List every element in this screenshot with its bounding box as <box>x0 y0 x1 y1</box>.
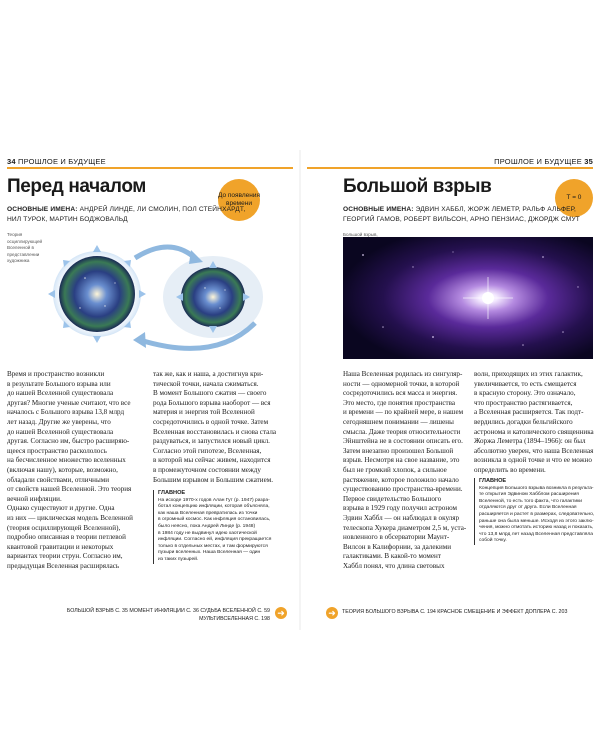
text-line: был не громкий хлопок, а сильное <box>343 465 447 474</box>
text-line: на бесчисленное множество вселенных <box>7 456 126 465</box>
text-line: Жоржа Леметра (1894–1966): он был <box>474 437 586 446</box>
text-line: в промежуточном состоянии между <box>153 465 261 474</box>
right-key-point-sidebar <box>474 478 597 545</box>
text-line: существованию пространства-времени. <box>343 485 463 494</box>
right-page-title: Большой взрыв <box>343 176 492 197</box>
text-line: в результате Большого взрыва или <box>7 379 111 388</box>
cycle-arrowhead-top <box>189 250 203 264</box>
right-names-line1: ЭДВИН ХАББЛ, ЖОРЖ ЛЕМЕТР, РАЛЬФ АЛЬФЕР, <box>415 206 576 213</box>
sidebar-line: Вселенной, то есть того факта, что галактики <box>479 498 583 504</box>
left-key-names <box>7 205 257 225</box>
left-xref-line2[interactable]: МУЛЬТИВСЕЛЕННАЯ С. 198 <box>199 616 270 622</box>
text-line: астронома и католического священника <box>474 427 594 436</box>
left-running-head-text: ПРОШЛОЕ И БУДУЩЕЕ <box>18 157 106 166</box>
right-names-line2: ГЕОРГИЙ ГАМОВ, РОБЕРТ ВИЛЬСОН, АРНО ПЕНЗИАС, ДЖОРДЖ СМУТ <box>343 216 580 223</box>
sidebar-line: в огромный космос. Как инфляция остановилась, <box>158 517 271 523</box>
left-page-number: 34 <box>7 157 16 166</box>
text-line: вердились догадки бельгийского <box>474 417 573 426</box>
left-running-head <box>7 157 106 166</box>
text-line: лет назад. Другие же уверены, что <box>7 417 111 426</box>
right-header-rule <box>307 167 593 169</box>
arrow-right-icon[interactable]: ➜ <box>326 607 338 619</box>
text-line: Затем внезапно произошел Большой <box>343 446 454 455</box>
text-line: Однако существуют и другие. Одна <box>7 504 115 513</box>
text-line: так же, как и наша, а достигнув кри- <box>153 370 264 378</box>
text-line: телескопа Хукера диаметром 2,5 м, уста- <box>343 523 467 532</box>
text-line: до нашей Вселенной существовала <box>7 389 114 398</box>
text-line: Это место, где понятия пространства <box>343 398 456 407</box>
right-xref-line1[interactable]: ТЕОРИЯ БОЛЬШОГО ВЗРЫВА С. 194 КРАСНОЕ СМЕЩЕНИЕ И ЭФФЕКТ ДОПЛЕРА С. 203 <box>342 609 568 615</box>
left-sidebar-title: ГЛАВНОЕ <box>158 490 186 496</box>
text-line: тической точки, начала сжиматься. <box>153 379 259 388</box>
text-line: определить во времени. <box>474 465 546 474</box>
sidebar-line: инфляции. Согласно ей, инфляция прекращается <box>158 537 272 543</box>
right-key-names <box>343 205 598 225</box>
text-line: раздуваться, и запустился новый цикл. <box>153 437 270 446</box>
right-sidebar-title: ГЛАВНОЕ <box>479 478 507 484</box>
sidebar-line: собой точку. <box>479 538 507 544</box>
text-line: Вилсон в Калифорнии, за далекими <box>343 542 452 551</box>
sidebar-line: расширяется и растет в размерах, следовательно, <box>479 511 595 517</box>
expanding-universe-sphere <box>59 256 135 332</box>
sidebar-line: что 13,8 млрд лет назад Вселенная представляла <box>479 531 593 537</box>
right-caption: Большой взрыв, <box>343 232 378 237</box>
right-page-number: 35 <box>584 157 593 166</box>
sidebar-line: из таких пузырей. <box>158 556 199 562</box>
right-cross-references[interactable] <box>342 608 597 616</box>
right-body-column-1 <box>343 370 469 571</box>
text-line: Большим взрывом и Большим сжатием. <box>153 475 273 484</box>
text-line: от свойств нашей Вселенной. Это теория <box>7 485 132 494</box>
text-line: возникла в одной точке и что ее можно <box>474 456 592 465</box>
text-line: обладали свойствами, отличными <box>7 475 110 484</box>
sidebar-line: те открытия Эдвином Хабблом расширения <box>479 492 579 498</box>
text-line: Вселенная восстановилась и снова стала <box>153 427 277 436</box>
text-line: квантовой гравитации и некоторых <box>7 542 114 551</box>
text-line: подробно описанная в теории петлевой <box>7 533 126 542</box>
right-names-label: ОСНОВНЫЕ ИМЕНА: <box>343 206 414 213</box>
left-header-rule <box>7 167 293 169</box>
text-line: а Вселенная расширяется. Так подт- <box>474 408 584 417</box>
text-line: увеличивается, то есть смещается <box>474 379 577 388</box>
text-line: другая? Многие ученые считают, что все <box>7 398 131 407</box>
left-names-line2: НИЛ ТУРОК, МАРТИН БОДЖОВАЛЬД <box>7 216 128 223</box>
text-line: другая. Согласно им, быстро расширяю- <box>7 437 130 446</box>
text-line: галактиками. В какой-то момент <box>343 552 441 561</box>
sidebar-line: ботал концепцию инфляции, которая объясняла, <box>158 504 270 510</box>
text-line: что пространство растягивается, <box>474 398 573 407</box>
text-line: вариантах теории струн. Согласно им, <box>7 552 123 561</box>
right-body-column-2 <box>474 370 596 476</box>
right-running-head <box>494 157 593 166</box>
text-line: В момент Большого сжатия — своего <box>153 389 267 398</box>
text-line: и времени — по крайней мере, в нашем <box>343 408 464 417</box>
text-line: из них — циклическая модель Вселенной <box>7 513 133 522</box>
text-line: материя и энергия той Вселенной <box>153 408 255 417</box>
sidebar-line: в 1984 году не выдвинул идею хаотической <box>158 530 257 536</box>
cycle-arrow-top <box>135 247 195 258</box>
left-time-badge-text: До появления времени <box>218 192 261 207</box>
text-line: Эдвин Хаббл — он наблюдал в окуляр <box>343 513 460 522</box>
text-line: сосредоточились вся масса и энергия. <box>343 389 458 398</box>
sidebar-line: было неясно, пока Андрей Линде (р. 1948) <box>158 523 256 529</box>
left-names-label: ОСНОВНЫЕ ИМЕНА: <box>7 206 78 213</box>
text-line: в которой мы сейчас живем, находится <box>153 456 271 465</box>
sidebar-line: пузыри вселенных. Наша Вселенная — один <box>158 550 261 556</box>
text-line: взрыва в 1929 году получил астроном <box>343 504 458 513</box>
left-names-line1: АНДРЕЙ ЛИНДЕ, ЛИ СМОЛИН, ПОЛ СТЕЙНХАРДТ, <box>79 206 246 213</box>
text-line: (теория осциллирующей Вселенной), <box>7 523 121 532</box>
text-line: предыдущая Вселенная расширялась <box>7 561 120 570</box>
singularity-glow <box>482 292 494 304</box>
text-line: (включая нашу), которые, возможно, <box>7 465 118 474</box>
text-line: сосредоточились в одной точке. Затем <box>153 417 269 426</box>
text-line: смысла. Даже теория относительности <box>343 427 461 436</box>
sidebar-line: раньше она была меньше. Исходя из этого заклю- <box>479 518 594 524</box>
text-line: щееся пространство раскололось <box>7 446 107 455</box>
sidebar-line: Концепция Большого взрыва возникла в результа- <box>479 485 594 491</box>
text-line: Эйнштейна не в состоянии описать его. <box>343 437 463 446</box>
left-page-title: Перед началом <box>7 176 146 197</box>
text-line: вечной инфляции. <box>7 494 62 503</box>
cycle-arrowhead-bottom <box>133 332 146 348</box>
left-body-column-2 <box>153 370 295 485</box>
right-time-badge-text: T = 0 <box>566 194 582 201</box>
sidebar-line: как наша Вселенная превратилась из точки <box>158 510 258 516</box>
oscillating-universe-illustration <box>45 228 275 358</box>
text-line: абсолютно уверен, что наша Вселенная <box>474 446 594 455</box>
sidebar-line: На исходе 1970-х годов Алан Гут (р. 1947) разра- <box>158 497 270 503</box>
sidebar-line: чения, можно отмотать историю назад и показать, <box>479 525 594 531</box>
text-line: растяжение, которое положило начало <box>343 475 459 484</box>
text-line: Согласно этой гипотезе, Вселенная, <box>153 446 262 455</box>
text-line: сегодняшнем понимании — лишены <box>343 417 454 426</box>
sidebar-line: отдаляются друг от друга. Если Вселенная <box>479 505 577 511</box>
text-line: Время и пространство возникли <box>7 370 105 378</box>
left-caption: Теория осциллирующей Вселенной в представлении художника <box>7 232 43 263</box>
text-line: Наша Вселенная родилась из сингуляр- <box>343 370 463 378</box>
text-line: до нашей Вселенной существовала <box>7 427 114 436</box>
text-line: волн, приходящих из этих галактик, <box>474 370 583 378</box>
big-bang-illustration <box>343 237 593 359</box>
text-line: рода Большого взрыва наоборот — вся <box>153 398 271 407</box>
arrow-right-icon[interactable]: ➜ <box>275 607 287 619</box>
text-line: Первое свидетельство Большого <box>343 494 442 503</box>
text-line: новленного в обсерватории Маунт- <box>343 533 450 542</box>
text-line: Хаббл понял, что длина световых <box>343 561 445 570</box>
text-line: взрыв. Несмотря на свое название, это <box>343 456 460 465</box>
right-running-head-text: ПРОШЛОЕ И БУДУЩЕЕ <box>494 157 582 166</box>
text-line: ности — одномерной точки, в которой <box>343 379 460 388</box>
left-body-column-1 <box>7 370 147 571</box>
left-key-point-sidebar <box>153 490 282 564</box>
left-xref-line1[interactable]: БОЛЬШОЙ ВЗРЫВ С. 35 МОМЕНТ ИНФЛЯЦИИ С. 36 СУДЬБА ВСЕЛЕННОЙ С. 59 <box>66 608 270 614</box>
contracting-universe-sphere <box>181 267 245 327</box>
text-line: началось с Большого взрыва 13,8 млрд <box>7 408 125 417</box>
sidebar-line: только в отдельных местах, и там формируются <box>158 543 268 549</box>
text-line: в красную сторону. Это означало, <box>474 389 576 398</box>
left-cross-references[interactable] <box>20 607 270 623</box>
